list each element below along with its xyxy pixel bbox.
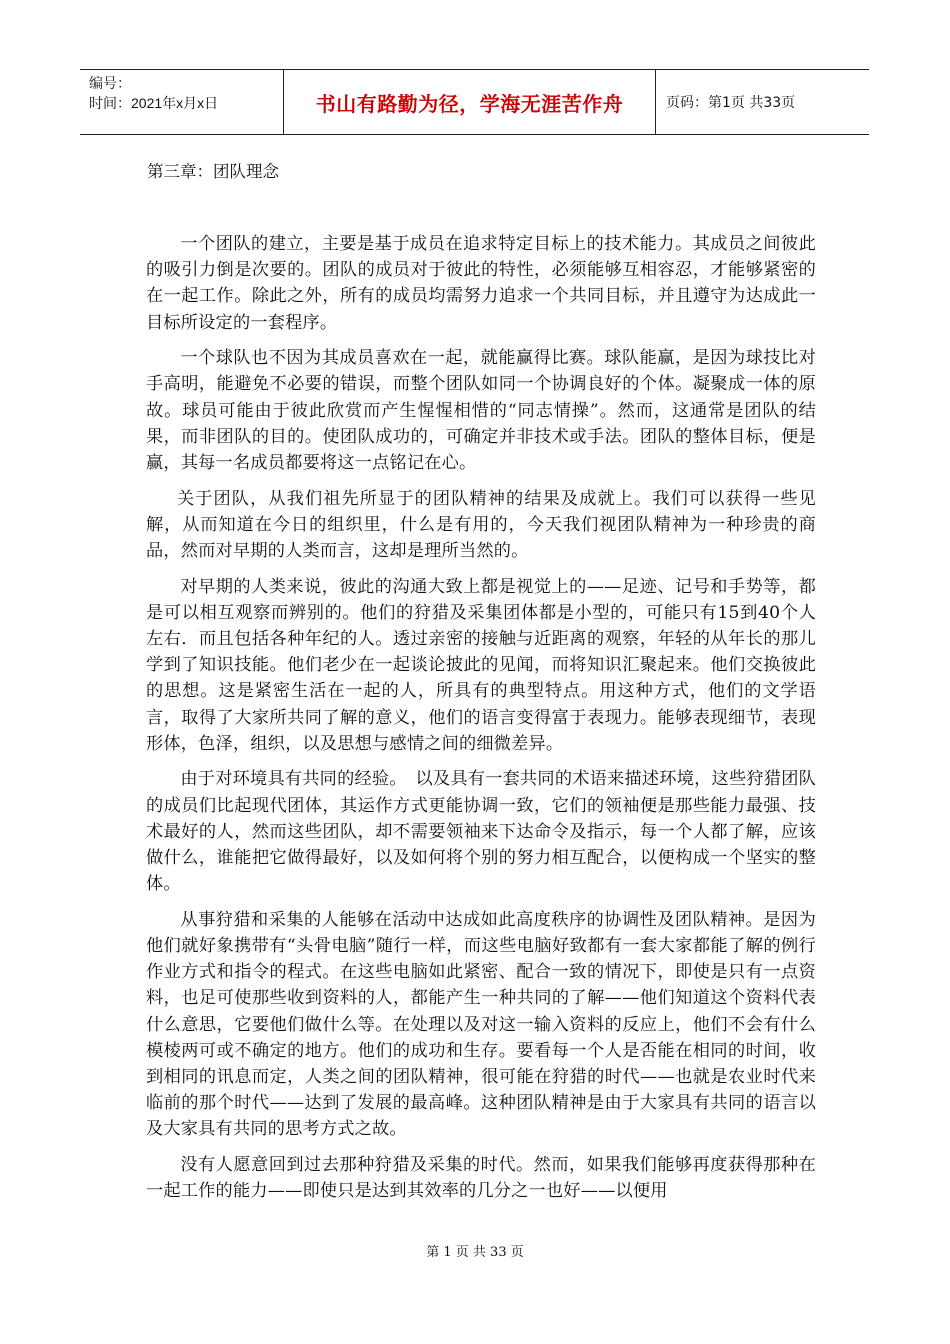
paragraph: 一个团队的建立，主要是基于成员在追求特定目标上的技术能力。其成员之间彼此的吸引力倒是次要的。团队的成员对于彼此的特性，必须能够互相容忍，才能够紧密的在一起工作。除此之外，所有的成员均需努力追求一个共同目标，并且遵守为达成此一目标所设定的一套程序。 — [146, 234, 816, 333]
header-page-info: 页码：第1页 共33页 — [666, 95, 796, 111]
document-header — [80, 69, 869, 135]
paragraph: 从事狩猎和采集的人能够在活动中达成如此高度秩序的协调性及团队精神。是因为他们就好象携带有“头骨电脑”随行一样，而这些电脑好致都有一套大家都能了解的例行作业方式和指令的程式。在这些电脑如此紧密、配合一致的情况下，即使是只有一点资料，也足可使那些收到资料的人，都能产生一种共同的了解——他们知道这个资料代表什么意思，它要他们做什么等。在处理以及对这一输入资料的反应上，他们不会有什么模棱两可或不确定的地方。他们的成功和生存。要看每一个人是否能在相同的时间，收到相同的讯息而定，人类之间的团队精神，很可能在狩猎的时代——也就是农业时代来临前的那个时代——达到了发展的最高峰。这种团队精神是由于大家具有共同的语言以及大家具有共同的思考方式之故。 — [146, 909, 816, 1140]
page-footer: 第 1 页 共 33 页 — [426, 1245, 524, 1260]
header-motto: 书山有路勤为径，学海无涯苦作舟 — [284, 70, 656, 134]
paragraph: 关于团队，从我们祖先所显于的团队精神的结果及成就上。我们可以获得一些见解，从而知道在今日的组织里，什么是有用的，今天我们视团队精神为一种珍贵的商品，然而对早期的人类而言，这却是理所当然的。 — [146, 488, 816, 562]
paragraph: 对早期的人类来说，彼此的沟通大致上都是视觉上的——足迹、记号和手势等，都是可以相互观察而辨别的。他们的狩猎及采集团体都是小型的，可能只有15到40个人左右．而且包括各种年纪的人。透过亲密的接触与近距离的观察，年轻的从年长的那儿学到了知识技能。他们老少在一起谈论披此的见闻，而将知识汇聚起来。他们交换彼此的思想。这是紧密生活在一起的人，所具有的典型特点。用这种方式，他们的文学语言，取得了大家所共同了解的意义，他们的语言变得富于表现力。能够表现细节，表现形体，色泽，组织，以及思想与感情之间的细微差异。 — [146, 576, 816, 754]
chapter-title: 第三章：团队理念 — [147, 162, 279, 181]
body-text — [146, 231, 816, 1204]
paragraph: 一个球队也不因为其成员喜欢在一起，就能赢得比赛。球队能赢，是因为球技比对手高明，能避免不必要的错误，而整个团队如同一个协调良好的个体。凝聚成一体的原故。球员可能由于彼此欣赏而产生惺惺相惜的“同志情操”。然而，这通常是团队的结果，而非团队的目的。使团队成功的，可确定并非技术或手法。团队的整体目标，便是赢，其每一名成员都要将这一点铭记在心。 — [146, 348, 816, 474]
document-number-label: 编号： — [89, 75, 131, 91]
paragraph: 由于对环境具有共同的经验。 以及具有一套共同的术语来描述环境，这些狩猎团队的成员们比起现代团体，其运作方式更能协调一致，它们的领袖便是那些能力最强、技术最好的人，然而这些团队，却不需要领袖来下达命令及指示，每一个人都了解，应该做什么，谁能把它做得最好，以及如何将个别的努力相互配合，以便构成一个坚实的整体。 — [146, 769, 816, 895]
paragraph: 没有人愿意回到过去那种狩猎及采集的时代。然而，如果我们能够再度获得那种在一起工作的能力——即使只是达到其效率的几分之一也好——以便用 — [146, 1155, 816, 1202]
header-meta-cell — [80, 70, 284, 134]
document-date-label: 时间：2021年x月x日 — [89, 95, 219, 111]
